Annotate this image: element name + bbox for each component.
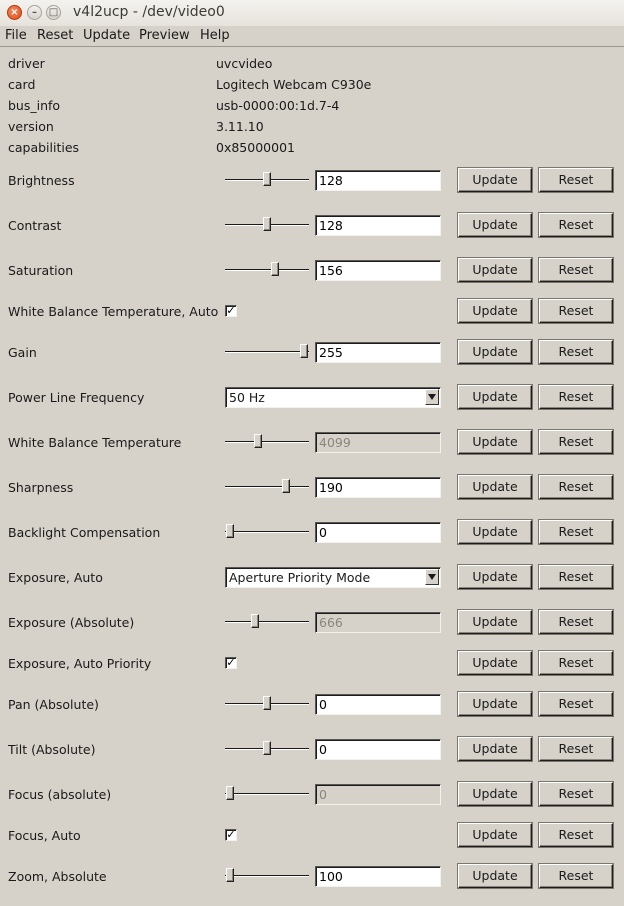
wb-temperature-update-button[interactable]: Update [458,430,532,454]
pan-absolute-slider[interactable] [225,696,309,712]
pan-absolute-update-button[interactable]: Update [458,692,532,716]
saturation-field[interactable]: 156 [315,260,441,281]
slider-handle[interactable] [226,524,234,538]
maximize-icon[interactable]: □ [46,5,61,20]
power-line-frequency-reset-button[interactable]: Reset [539,385,613,409]
backlight-compensation-reset-button[interactable]: Reset [539,520,613,544]
gain-label: Gain [8,345,37,360]
wb-temperature-field: 4099 [315,432,441,453]
version-value: 3.11.10 [216,119,264,134]
capabilities-label: capabilities [8,140,80,155]
zoom-absolute-update-button[interactable]: Update [458,864,532,888]
gain-reset-button[interactable]: Reset [539,340,613,364]
sharpness-update-button[interactable]: Update [458,475,532,499]
focus-auto-checkbox[interactable]: ✓ [226,828,236,841]
backlight-compensation-label: Backlight Compensation [8,525,161,540]
slider-handle[interactable] [263,172,271,186]
version-label: version [8,119,54,134]
wb-temperature-reset-button[interactable]: Reset [539,430,613,454]
brightness-reset-button[interactable]: Reset [539,168,613,192]
saturation-slider[interactable] [225,262,309,278]
wb-temp-auto-update-button[interactable]: Update [458,299,532,323]
exposure-auto-select[interactable] [225,567,441,588]
brightness-update-button[interactable]: Update [458,168,532,192]
tilt-absolute-field[interactable]: 0 [315,739,441,760]
sharpness-label: Sharpness [8,480,74,495]
contrast-reset-button[interactable]: Reset [539,213,613,237]
backlight-compensation-update-button[interactable]: Update [458,520,532,544]
backlight-compensation-field[interactable]: 0 [315,522,441,543]
menu-file[interactable]: File [5,28,27,43]
sharpness-reset-button[interactable]: Reset [539,475,613,499]
focus-absolute-label: Focus (absolute) [8,787,112,802]
menu-reset[interactable]: Reset [37,28,74,43]
menu-update[interactable]: Update [83,28,131,43]
brightness-label: Brightness [8,173,75,188]
tilt-absolute-label: Tilt (Absolute) [8,742,96,757]
zoom-absolute-field[interactable]: 100 [315,866,441,887]
exposure-auto-value: Aperture Priority Mode [229,570,371,585]
driver-label: driver [8,56,45,71]
focus-absolute-reset-button[interactable]: Reset [539,782,613,806]
bus-info-value: usb-0000:00:1d.7-4 [216,98,340,113]
menu-preview[interactable]: Preview [139,28,190,43]
card-label: card [8,77,36,92]
exposure-auto-reset-button[interactable]: Reset [539,565,613,589]
contrast-update-button[interactable]: Update [458,213,532,237]
exposure-auto-label: Exposure, Auto [8,570,103,585]
title-bar [0,0,624,27]
contrast-label: Contrast [8,218,62,233]
sharpness-field[interactable]: 190 [315,477,441,498]
wb-temperature-slider[interactable] [225,434,309,450]
slider-handle[interactable] [263,217,271,231]
minimize-icon[interactable]: – [27,5,42,20]
focus-auto-reset-button[interactable]: Reset [539,823,613,847]
exposure-auto-update-button[interactable]: Update [458,565,532,589]
focus-absolute-slider[interactable] [225,786,309,802]
gain-field[interactable]: 255 [315,342,441,363]
exposure-auto-priority-checkbox[interactable]: ✓ [226,656,236,669]
zoom-absolute-slider[interactable] [225,868,309,884]
power-line-frequency-value: 50 Hz [229,390,265,405]
focus-absolute-update-button[interactable]: Update [458,782,532,806]
exposure-auto-priority-label: Exposure, Auto Priority [8,656,152,671]
backlight-compensation-slider[interactable] [225,524,309,540]
sharpness-slider[interactable] [225,479,309,495]
exposure-absolute-field: 666 [315,612,441,633]
saturation-reset-button[interactable]: Reset [539,258,613,282]
tilt-absolute-update-button[interactable]: Update [458,737,532,761]
slider-handle[interactable] [251,614,259,628]
saturation-update-button[interactable]: Update [458,258,532,282]
exposure-absolute-update-button[interactable]: Update [458,610,532,634]
chevron-down-icon[interactable] [425,389,439,405]
contrast-slider[interactable] [225,217,309,233]
wb-temp-auto-checkbox[interactable]: ✓ [226,304,236,317]
pan-absolute-reset-button[interactable]: Reset [539,692,613,716]
exposure-auto-priority-reset-button[interactable]: Reset [539,651,613,675]
contrast-field[interactable]: 128 [315,215,441,236]
pan-absolute-field[interactable]: 0 [315,694,441,715]
gain-update-button[interactable]: Update [458,340,532,364]
tilt-absolute-slider[interactable] [225,741,309,757]
exposure-absolute-reset-button[interactable]: Reset [539,610,613,634]
power-line-frequency-label: Power Line Frequency [8,390,145,405]
exposure-absolute-label: Exposure (Absolute) [8,615,135,630]
chevron-down-icon[interactable] [425,569,439,585]
wb-temp-auto-label: White Balance Temperature, Auto [8,304,219,319]
slider-handle[interactable] [263,696,271,710]
slider-handle[interactable] [226,868,234,882]
bus-info-label: bus_info [8,98,61,113]
saturation-label: Saturation [8,263,74,278]
pan-absolute-label: Pan (Absolute) [8,697,99,712]
brightness-slider[interactable] [225,172,309,188]
focus-auto-update-button[interactable]: Update [458,823,532,847]
focus-absolute-field: 0 [315,784,441,805]
gain-slider[interactable] [225,344,309,360]
power-line-frequency-select[interactable] [225,387,441,408]
tilt-absolute-reset-button[interactable]: Reset [539,737,613,761]
menu-bar [0,26,624,47]
slider-handle[interactable] [300,344,308,358]
driver-value: uvcvideo [216,56,273,71]
power-line-frequency-update-button[interactable]: Update [458,385,532,409]
menu-help[interactable]: Help [200,28,230,43]
exposure-auto-priority-update-button[interactable]: Update [458,651,532,675]
zoom-absolute-reset-button[interactable]: Reset [539,864,613,888]
brightness-field[interactable]: 128 [315,170,441,191]
wb-temperature-label: White Balance Temperature [8,435,182,450]
wb-temp-auto-reset-button[interactable]: Reset [539,299,613,323]
slider-handle[interactable] [263,741,271,755]
capabilities-value: 0x85000001 [216,140,295,155]
card-value: Logitech Webcam C930e [216,77,372,92]
slider-handle[interactable] [254,434,262,448]
focus-auto-label: Focus, Auto [8,828,81,843]
slider-handle[interactable] [226,786,234,800]
exposure-absolute-slider[interactable] [225,614,309,630]
slider-handle[interactable] [282,479,290,493]
zoom-absolute-label: Zoom, Absolute [8,869,107,884]
window-title: v4l2ucp - /dev/video0 [73,4,225,20]
slider-handle[interactable] [271,262,279,276]
close-icon[interactable]: × [7,5,22,20]
